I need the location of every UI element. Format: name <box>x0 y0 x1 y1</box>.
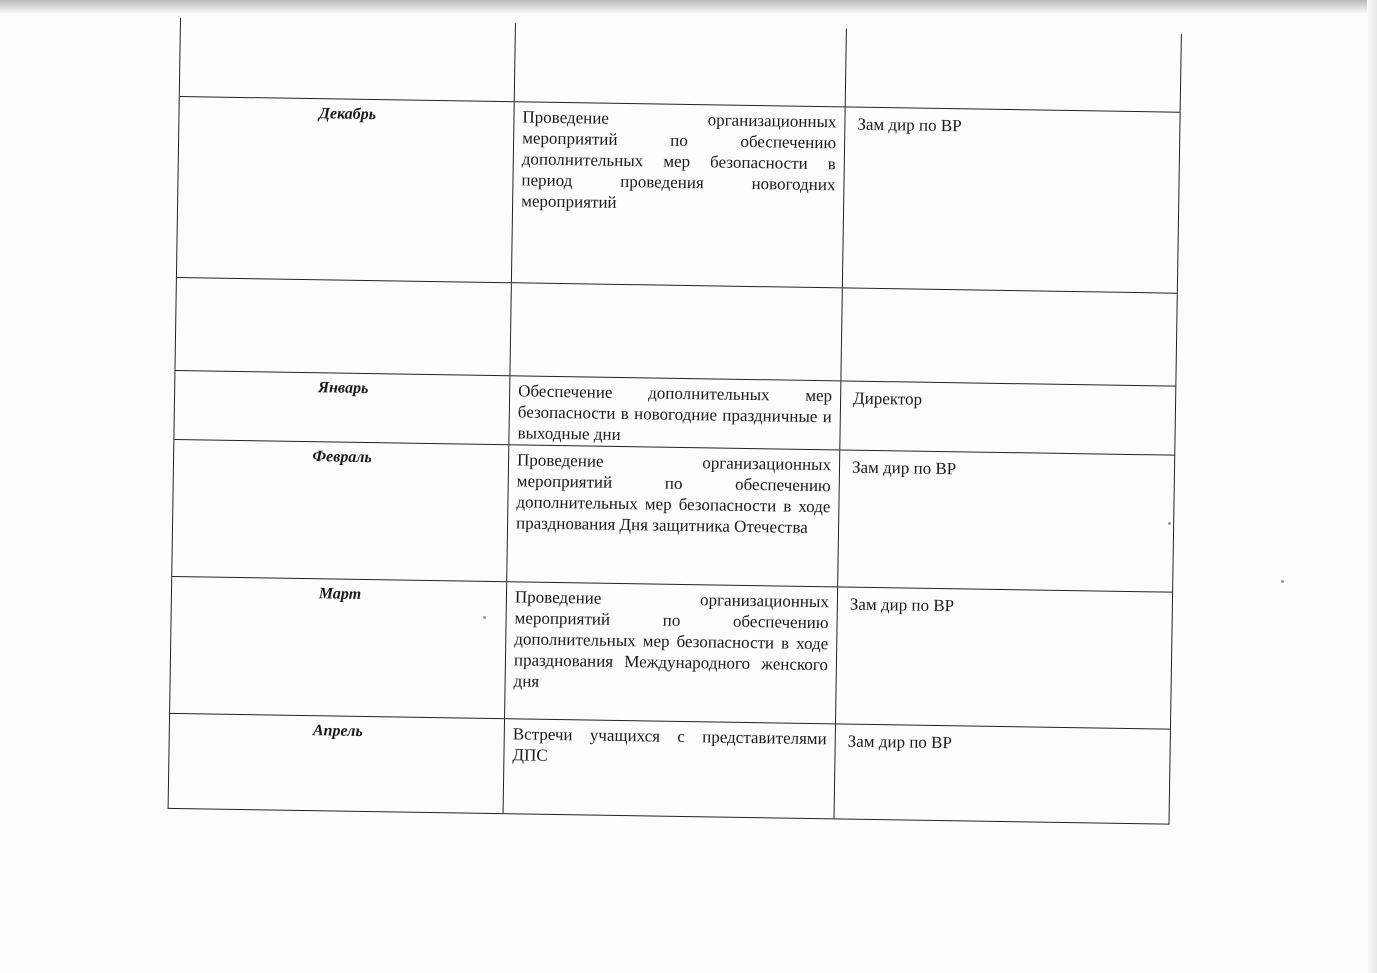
event-cell: Проведение организационных мероприятий по обеспечению дополнительных мер безопасности в ходе празднования Дня защитника Отечества <box>506 445 839 586</box>
responsible-cell <box>840 288 1176 385</box>
responsible-cell: Зам дир по ВР <box>834 724 1170 823</box>
table-row <box>169 713 1170 824</box>
scan-shadow-right <box>1367 0 1377 973</box>
table-row <box>172 439 1174 592</box>
responsible-cell <box>845 28 1181 111</box>
table-row <box>177 96 1180 293</box>
table-row <box>180 18 1181 112</box>
month-cell: Январь <box>317 379 369 398</box>
scan-speck <box>483 616 486 619</box>
event-cell: Встречи учащихся с представителями ДПС <box>503 719 835 818</box>
event-cell: Проведение организационных мероприятий по обеспечению дополнительных мер безопасности в ходе празднования Международного женского дня <box>504 582 837 723</box>
month-cell: Декабрь <box>318 105 377 124</box>
events-table <box>168 18 1182 825</box>
table-row <box>175 277 1176 386</box>
month-cell <box>180 18 515 101</box>
event-cell: Обеспечение дополнительных мер безопасности в новогодние праздничные и выходные дни <box>508 376 840 449</box>
month-cell: Февраль <box>312 448 372 467</box>
scan-shadow-top <box>0 0 1377 14</box>
responsible-cell: Зам дир по ВР <box>842 107 1180 292</box>
event-cell <box>509 283 841 380</box>
scan-speck <box>1168 522 1171 525</box>
month-cell: Апрель <box>312 722 363 740</box>
table-row <box>170 576 1172 729</box>
month-cell: Март <box>318 585 362 603</box>
responsible-cell: Директор <box>839 381 1175 454</box>
month-cell <box>175 278 510 375</box>
responsible-cell: Зам дир по ВР <box>835 587 1172 728</box>
scan-speck <box>1281 580 1284 583</box>
event-cell <box>514 23 846 106</box>
event-cell: Проведение организационных мероприятий по обеспечению дополнительных мер безопасности в период проведения новогодних мероприятий <box>511 102 845 287</box>
responsible-cell: Зам дир по ВР <box>837 450 1174 591</box>
